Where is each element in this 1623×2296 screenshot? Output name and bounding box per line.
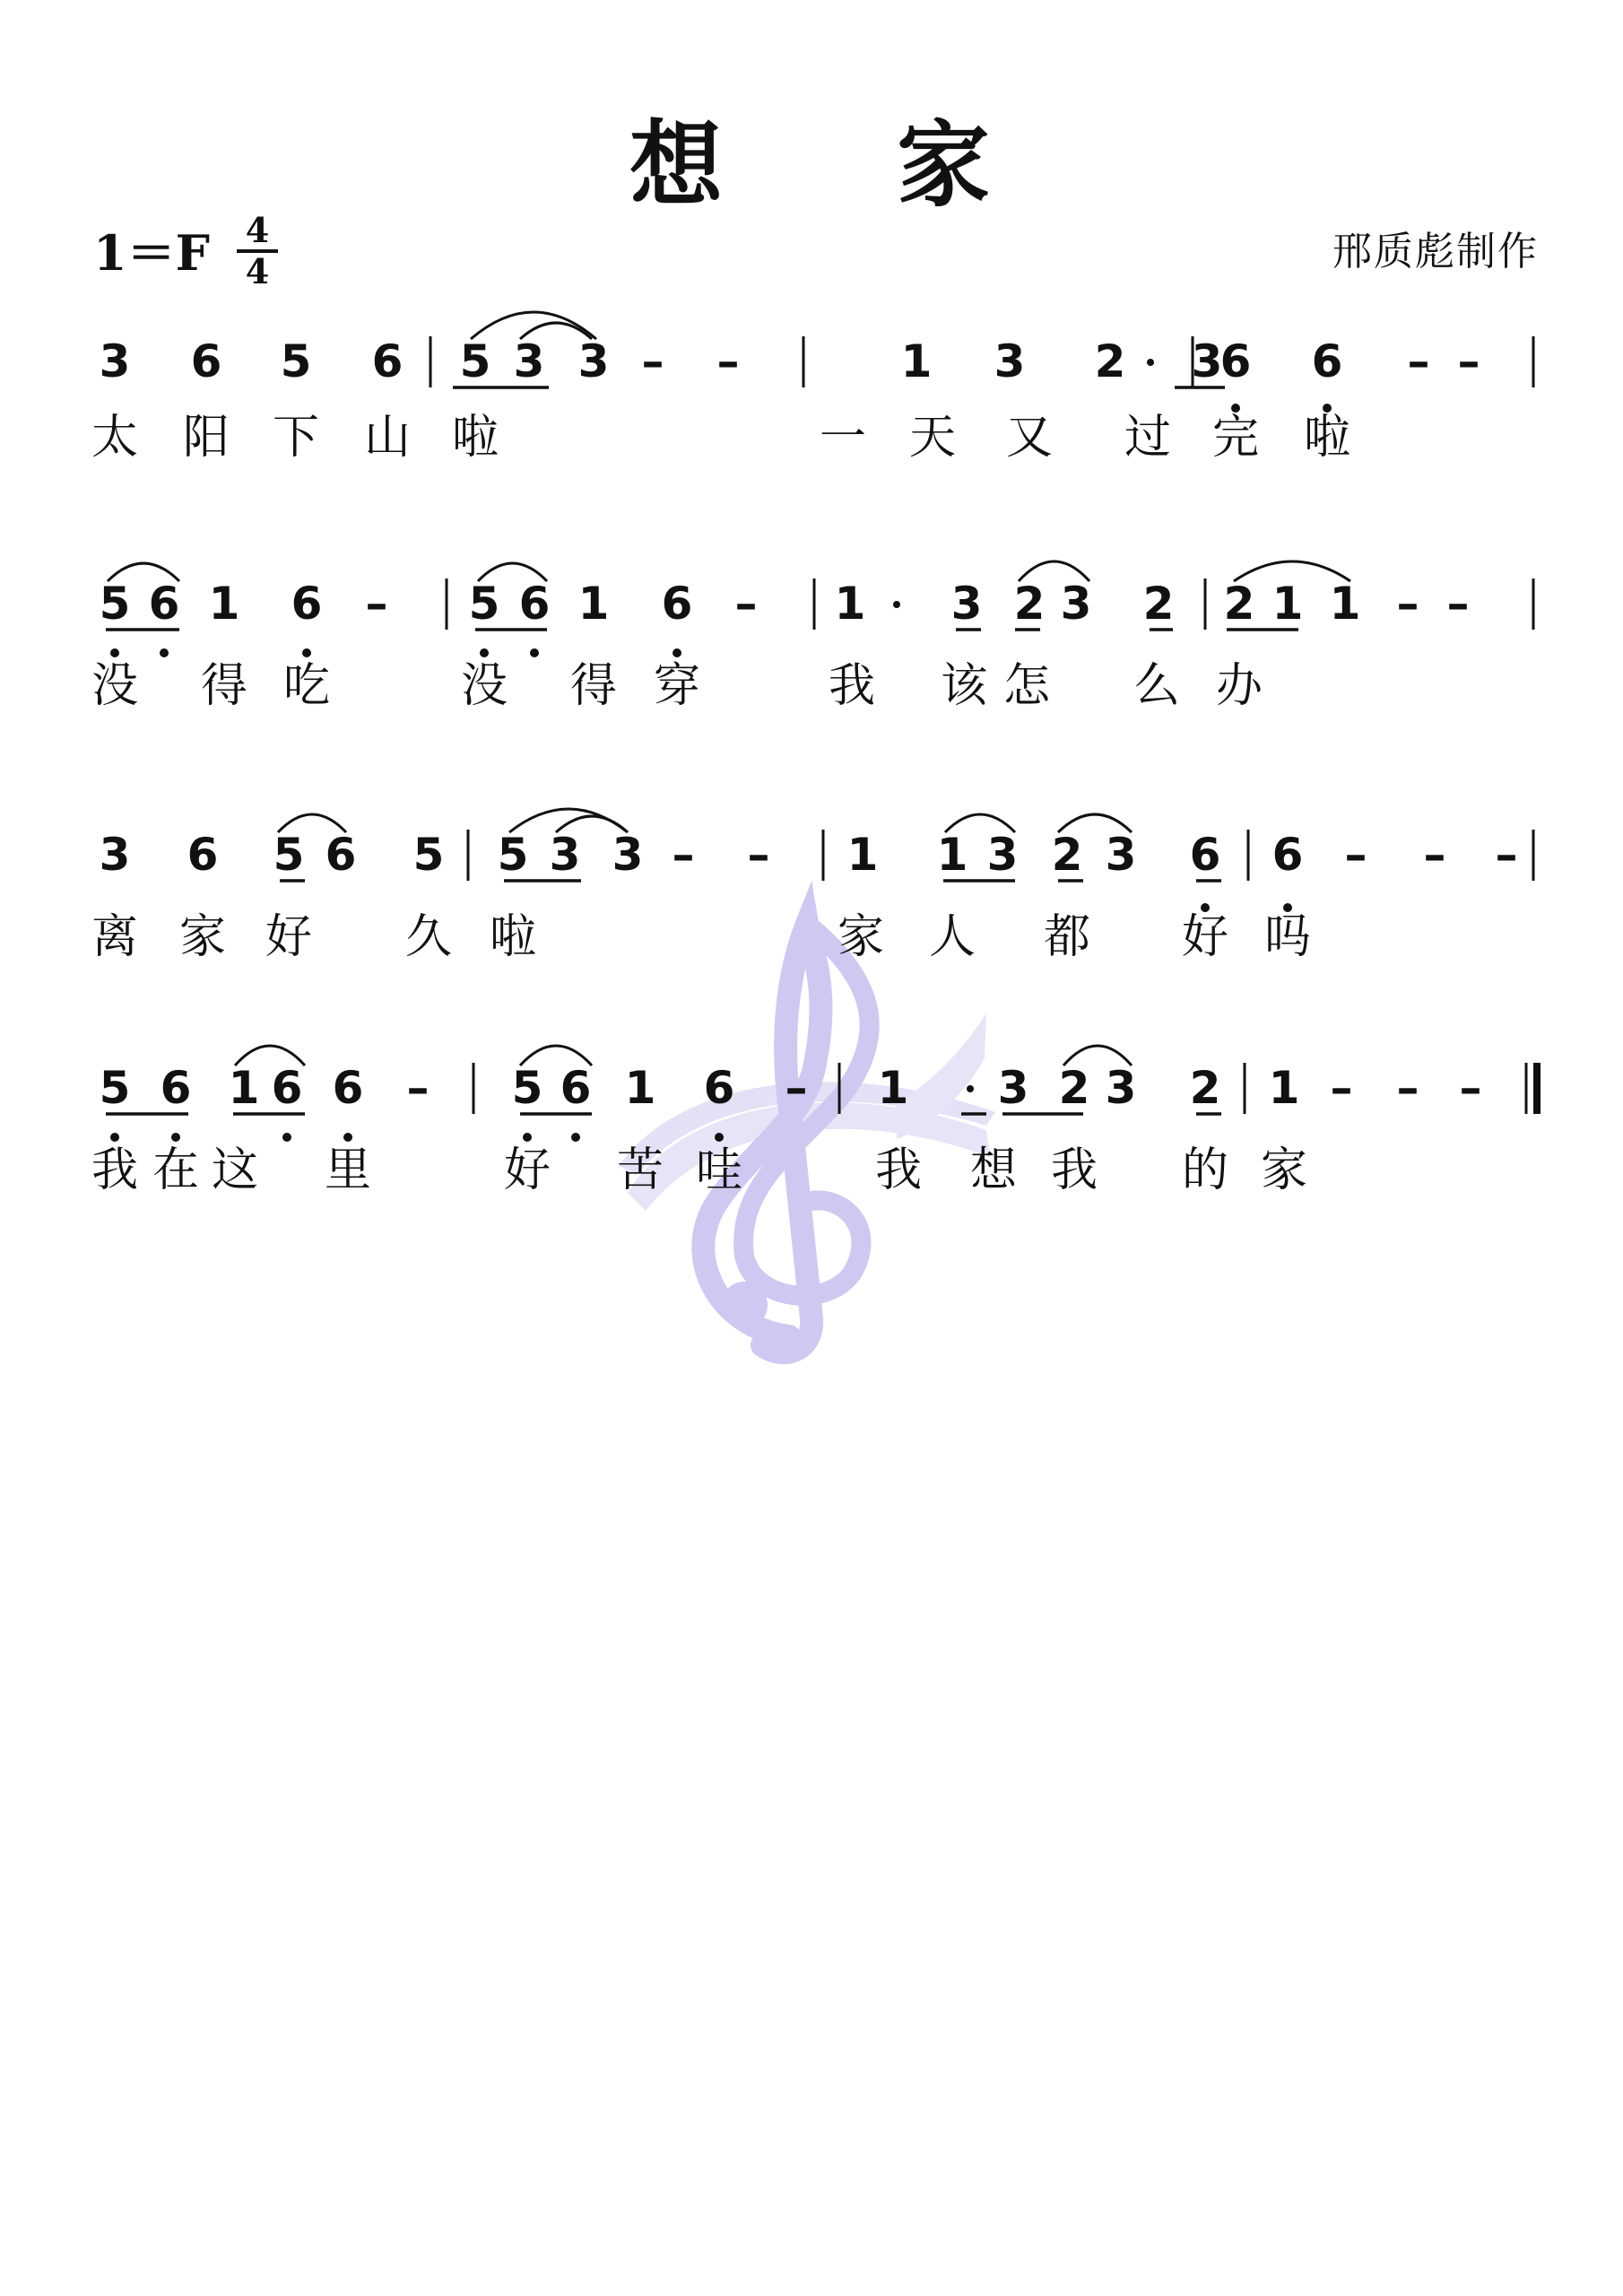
note: 3: [99, 335, 131, 387]
note: 6: [187, 829, 219, 881]
octave-dot: [530, 648, 539, 657]
sustain-dash: –: [672, 829, 695, 881]
note: 6: [518, 578, 551, 630]
lyric-char: 啦: [451, 411, 499, 465]
lyric-char: 怎: [1002, 659, 1051, 713]
sustain-dash: –: [1330, 1062, 1353, 1114]
note: 1: [577, 578, 610, 630]
sustain-dash: –: [747, 829, 770, 881]
note: 6: [661, 578, 693, 630]
octave-dot: [110, 648, 119, 657]
lyric-char: 没: [91, 659, 139, 713]
lyric-char: 我: [1050, 1144, 1098, 1197]
note: 6: [371, 335, 404, 387]
author-credit: 邢质彪制作: [1332, 229, 1539, 274]
sustain-dash: –: [1396, 578, 1419, 630]
octave-dot: [171, 1133, 180, 1142]
octave-dot: [571, 1133, 580, 1142]
note: 6: [1271, 829, 1304, 881]
lyric-char: 想: [969, 1144, 1018, 1197]
lyric-char: 好: [265, 910, 313, 964]
note: 3: [997, 1062, 1029, 1114]
note: 1: [900, 335, 933, 387]
lyric-char: 完: [1211, 411, 1260, 465]
note: 5: [99, 578, 131, 630]
note: 5: [459, 335, 491, 387]
lyric-char: 没: [460, 659, 508, 713]
note: 6: [148, 578, 180, 630]
octave-dot: [673, 648, 681, 657]
lyric-char: 都: [1043, 910, 1091, 964]
lyric-char: 我: [874, 1144, 923, 1197]
sustain-dash: –: [716, 335, 740, 387]
note: 5: [273, 829, 305, 881]
meter-numerator: 4: [245, 210, 270, 250]
note: 3: [1191, 335, 1223, 387]
note: 1: [208, 578, 240, 630]
note: 3: [950, 578, 983, 630]
dotted-note-mark: [1147, 359, 1154, 366]
note: 2: [1094, 335, 1126, 387]
note: 6: [1219, 335, 1252, 387]
note: 3: [994, 335, 1026, 387]
lyric-char: 得: [200, 659, 248, 713]
note: 1: [1268, 1062, 1300, 1114]
note: 6: [332, 1062, 364, 1114]
note: 1: [624, 1062, 656, 1114]
sustain-dash: –: [1344, 829, 1367, 881]
lyric-char: 天: [908, 411, 957, 465]
lyric-char: 人: [928, 910, 976, 964]
note: 1: [877, 1062, 909, 1114]
note: 1: [1271, 578, 1304, 630]
sustain-dash: –: [641, 335, 664, 387]
lyric-char: 过: [1124, 411, 1172, 465]
octave-dot: [160, 648, 169, 657]
sustain-dash: –: [1407, 335, 1430, 387]
note: 2: [1058, 1062, 1090, 1114]
note: 5: [99, 1062, 131, 1114]
sustain-dash: –: [785, 1062, 808, 1114]
lyric-char: 里: [324, 1144, 372, 1197]
lyric-char: 得: [569, 659, 618, 713]
note: 6: [271, 1062, 303, 1114]
octave-dot: [282, 1133, 291, 1142]
note: 3: [1060, 578, 1092, 630]
sustain-dash: –: [365, 578, 388, 630]
note: 2: [1051, 829, 1083, 881]
octave-dot: [302, 648, 311, 657]
lyric-char: 阳: [182, 411, 230, 465]
note: 2: [1189, 1062, 1221, 1114]
note: 6: [291, 578, 323, 630]
lyric-char: 一: [819, 411, 867, 465]
note: 1: [1329, 578, 1361, 630]
note: 5: [280, 335, 312, 387]
sustain-dash: –: [1423, 829, 1446, 881]
octave-dot: [110, 1133, 119, 1142]
note: 6: [1189, 829, 1221, 881]
key-signature: 1＝F: [93, 224, 210, 282]
lyric-char: 办: [1215, 659, 1263, 713]
lyric-char: 穿: [653, 659, 701, 713]
note: 3: [612, 829, 644, 881]
lyric-char: 我: [91, 1144, 139, 1197]
dotted-note-mark: [967, 1085, 974, 1092]
note: 6: [703, 1062, 735, 1114]
lyric-char: 苦: [616, 1144, 664, 1197]
sustain-dash: –: [1495, 829, 1518, 881]
lyric-char: 久: [404, 910, 453, 964]
lyric-char: 家: [1260, 1144, 1308, 1197]
lyric-char: 在: [152, 1144, 200, 1197]
note: 3: [513, 335, 545, 387]
sustain-dash: –: [1396, 1062, 1419, 1114]
lyric-char: 家: [837, 910, 885, 964]
treble-clef-icon: [616, 924, 995, 1352]
note: 1: [846, 829, 879, 881]
octave-dot: [523, 1133, 532, 1142]
lyric-char: 我: [828, 659, 876, 713]
lyric-char: 的: [1181, 1144, 1229, 1197]
octave-dot: [480, 648, 489, 657]
note: 2: [1142, 578, 1175, 630]
note: 1: [834, 578, 866, 630]
note: 1: [936, 829, 968, 881]
lyric-char: 好: [503, 1144, 551, 1197]
title-char-1: 想: [629, 109, 726, 220]
note: 3: [549, 829, 581, 881]
note: 5: [468, 578, 500, 630]
note: 1: [228, 1062, 260, 1114]
note: 6: [1311, 335, 1343, 387]
lyric-char: 离: [91, 910, 139, 964]
note: 6: [160, 1062, 192, 1114]
lyric-char: 下: [272, 411, 320, 465]
note: 3: [1105, 829, 1137, 881]
lyric-char: 哇: [695, 1144, 743, 1197]
note: 6: [325, 829, 357, 881]
lyric-char: 这: [211, 1144, 259, 1197]
sustain-dash: –: [1446, 578, 1470, 630]
final-barline-thick: [1533, 1063, 1541, 1114]
lyric-char: 啦: [1303, 411, 1351, 465]
note: 6: [560, 1062, 592, 1114]
note: 3: [986, 829, 1019, 881]
note: 5: [412, 829, 445, 881]
note: 5: [511, 1062, 543, 1114]
lyric-char: 该: [940, 659, 988, 713]
meter-denominator: 4: [245, 251, 270, 291]
lyric-char: 山: [363, 411, 412, 465]
lyric-char: 么: [1133, 659, 1181, 713]
lyric-char: 家: [178, 910, 227, 964]
lyric-char: 好: [1181, 910, 1229, 964]
sustain-dash: –: [406, 1062, 430, 1114]
lyric-char: 太: [91, 411, 139, 465]
sustain-dash: –: [1457, 335, 1480, 387]
title-char-2: 家: [897, 109, 994, 220]
note: 3: [1105, 1062, 1137, 1114]
octave-dot: [343, 1133, 352, 1142]
octave-dot: [715, 1133, 724, 1142]
lyric-char: 吃: [282, 659, 331, 713]
note: 2: [1223, 578, 1255, 630]
note: 3: [577, 335, 610, 387]
sustain-dash: –: [734, 578, 758, 630]
note: 6: [190, 335, 222, 387]
lyric-char: 吗: [1263, 910, 1312, 964]
note: 3: [99, 829, 131, 881]
sustain-dash: –: [1459, 1062, 1482, 1114]
lyric-char: 又: [1005, 411, 1054, 465]
note: 5: [497, 829, 529, 881]
dotted-note-mark: [893, 601, 900, 608]
note: 2: [1013, 578, 1046, 630]
lyric-char: 啦: [489, 910, 537, 964]
